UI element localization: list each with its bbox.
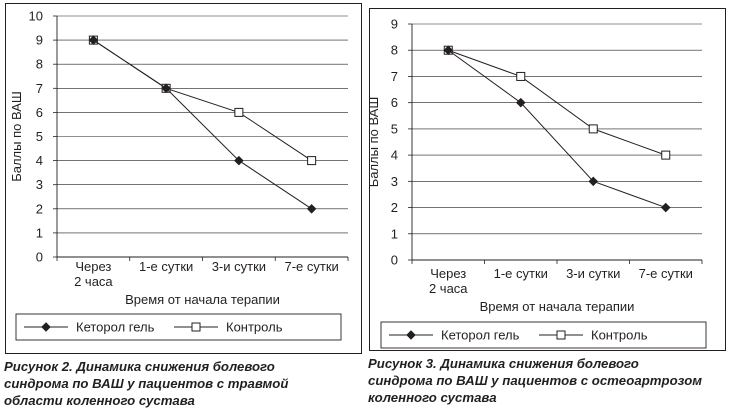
data-point-square — [308, 157, 316, 165]
data-point-diamond — [662, 203, 670, 211]
y-tick-label: 9 — [35, 32, 43, 48]
legend-label: Контроль — [226, 319, 283, 335]
y-tick-label: 3 — [35, 177, 43, 193]
y-tick-label: 5 — [390, 121, 398, 137]
data-point-square — [662, 151, 670, 159]
y-tick-label: 9 — [390, 16, 398, 32]
legend-label: Кеторол гель — [76, 319, 155, 335]
figure-caption — [368, 355, 702, 406]
legend-square-icon — [557, 331, 565, 339]
y-tick-label: 5 — [35, 129, 43, 144]
caption-line-2: синдрома по ВАШ у пациентов с травмой — [4, 376, 289, 391]
caption-line-1: Рисунок 2. Динамика снижения болевого — [4, 359, 275, 374]
x-tick-label: 1-е сутки — [138, 259, 194, 274]
data-point-square — [589, 125, 597, 133]
series-line-1 — [93, 40, 311, 161]
y-tick-label: 8 — [35, 56, 43, 72]
x-tick-label: Через 2 часа — [428, 266, 468, 296]
x-axis-title: Время от начала терапии — [125, 292, 280, 307]
series-line-0 — [93, 40, 311, 209]
y-tick-label: 2 — [390, 200, 398, 216]
y-tick-label: 4 — [35, 153, 43, 169]
y-tick-label: 0 — [35, 249, 43, 265]
y-axis-title: Баллы по ВАШ — [9, 91, 24, 182]
legend-label: Кеторол гель — [441, 327, 520, 343]
x-axis-title: Время от начала терапии — [479, 299, 635, 314]
data-point-square — [517, 72, 525, 80]
y-axis-title: Баллы по ВАШ — [366, 96, 381, 188]
caption-line-3: области коленного сустава — [4, 393, 195, 408]
y-tick-label: 1 — [390, 226, 398, 242]
y-tick-label: 7 — [390, 68, 398, 84]
x-tick-label: 7-е сутки — [284, 259, 339, 274]
y-tick-label: 0 — [390, 252, 398, 268]
chart-3-svg — [365, 0, 730, 360]
x-tick-label: 1-е сутки — [493, 266, 548, 281]
chart-2-svg — [0, 0, 365, 360]
y-tick-label: 6 — [35, 104, 43, 120]
y-tick-label: 7 — [35, 80, 43, 96]
y-tick-label: 8 — [390, 42, 398, 58]
x-tick-label: 3-и сутки — [566, 266, 621, 281]
y-tick-label: 2 — [35, 201, 43, 217]
y-tick-label: 3 — [390, 173, 398, 189]
data-point-square — [235, 108, 243, 116]
x-tick-label: 3-и сутки — [211, 259, 267, 274]
x-tick-label: Через 2 часа — [74, 259, 113, 289]
y-tick-label: 10 — [28, 8, 43, 24]
caption-line-3: коленного сустава — [368, 390, 497, 405]
x-tick-label: 7-е сутки — [638, 266, 693, 281]
data-point-diamond — [307, 205, 315, 213]
figure-caption — [4, 358, 288, 409]
y-tick-label: 1 — [35, 225, 43, 241]
legend-square-icon — [192, 323, 200, 331]
y-tick-label: 4 — [390, 147, 398, 163]
y-tick-label: 6 — [390, 95, 398, 111]
caption-line-2: синдрома по ВАШ у пациентов с остеоартрозом — [368, 373, 703, 388]
caption-line-1: Рисунок 3. Динамика снижения болевого — [368, 356, 639, 371]
figure-3 — [365, 0, 730, 413]
legend-label: Контроль — [591, 327, 648, 343]
